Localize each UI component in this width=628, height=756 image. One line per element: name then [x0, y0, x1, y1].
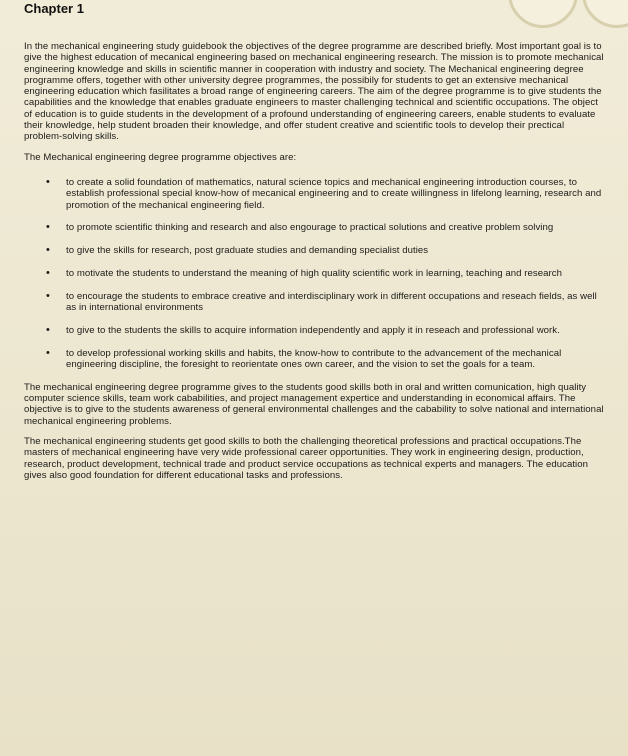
bullet-icon: •: [46, 289, 50, 302]
careers-paragraph: The mechanical engineering students get good skills to both the challenging theoretical professions and practical occupations.The masters of mechanical engineering have very wide professional career opportunities. They work in engineering design, production, research, product development, technical trade and product service occupations as technical experts and managers. The education gives also good foundation for different educational tasks and professions.: [24, 435, 589, 481]
decorative-circle: [582, 0, 628, 28]
intro-paragraph: In the mechanical engineering study guidebook the objectives of the degree programme are described briefly. Most important goal is to give the highest education of mecanical engineering based on mechanical engineering research. The mission is to promote mechanical engineering knowledge and skills in scientific manner in cooperation with industry and society. The Mechanical engineering degree programme offers, together with other university degree programmes, the possibily for students to get an extensive mechanical engineering education which fasilitates a broad range of engineering careers. The aim of the degree programme is to give students the capabilities and the knowledge that enables graduate engineers to master challenging technical and scientific occupations. The object of education is to guide students in the development of a profound understanding of engineering careers, enable students to evaluate their knowledge, help student broaden their knowledge, and offer student creative and scientific tools to develop their prectical problem-solving skills.: [24, 41, 604, 143]
chapter-title: Chapter 1: [24, 1, 84, 16]
objective-text: to encourage the students to embrace creative and interdisciplinary work in different occupations and reseach fields, as well as in international environments: [66, 290, 597, 314]
skills-paragraph: The mechanical engineering degree programme gives to the students good skills both in oral and written comunication, high quality computer science skills, team work cababilities, and project management expertice and understanding in economical affairs. The objective is to give to the students awareness of general environmental challenges and the cabability to solve national and international mechanical engineering problems.: [24, 381, 604, 427]
objective-text: to give to the students the skills to acquire information independently and apply it in reseach and professional work.: [66, 324, 560, 336]
list-item: [24, 177, 604, 211]
objective-text: to promote scientific thinking and research and also engourage to practical solutions and creative problem solving: [66, 222, 554, 234]
objectives-list: [24, 177, 604, 370]
objective-text: to motivate the students to understand the meaning of high quality scientific work in learning, teaching and research: [66, 267, 562, 279]
bullet-icon: •: [46, 175, 50, 188]
objective-text: to create a solid foundation of mathematics, natural science topics and mechanical engineering introduction courses, to establish professional special know-how of mecanical engineering and to create willingness in lifelong learning, research and promotion of the mechanical engineering field.: [66, 176, 602, 211]
decorative-circle: [508, 0, 578, 28]
list-item: [24, 325, 604, 336]
list-item: [24, 348, 604, 371]
bullet-icon: •: [46, 346, 50, 359]
list-item: [24, 222, 604, 233]
objective-text: to give the skills for research, post graduate studies and demanding specialist duties: [66, 245, 429, 257]
objectives-heading: The Mechanical engineering degree programme objectives are:: [24, 151, 297, 163]
bullet-icon: •: [46, 323, 50, 336]
document-body: [24, 41, 604, 490]
objective-text: to develop professional working skills and habits, the know-how to contribute to the advancement of the mechanical engineering discipline, the foresight to reorientate ones own career, and the vision to set the goals for a team.: [66, 347, 562, 370]
list-item: [24, 245, 604, 256]
bullet-icon: •: [46, 266, 50, 279]
list-item: [24, 268, 604, 279]
list-item: [24, 291, 604, 314]
bullet-icon: •: [46, 244, 50, 257]
bullet-icon: •: [46, 221, 50, 234]
